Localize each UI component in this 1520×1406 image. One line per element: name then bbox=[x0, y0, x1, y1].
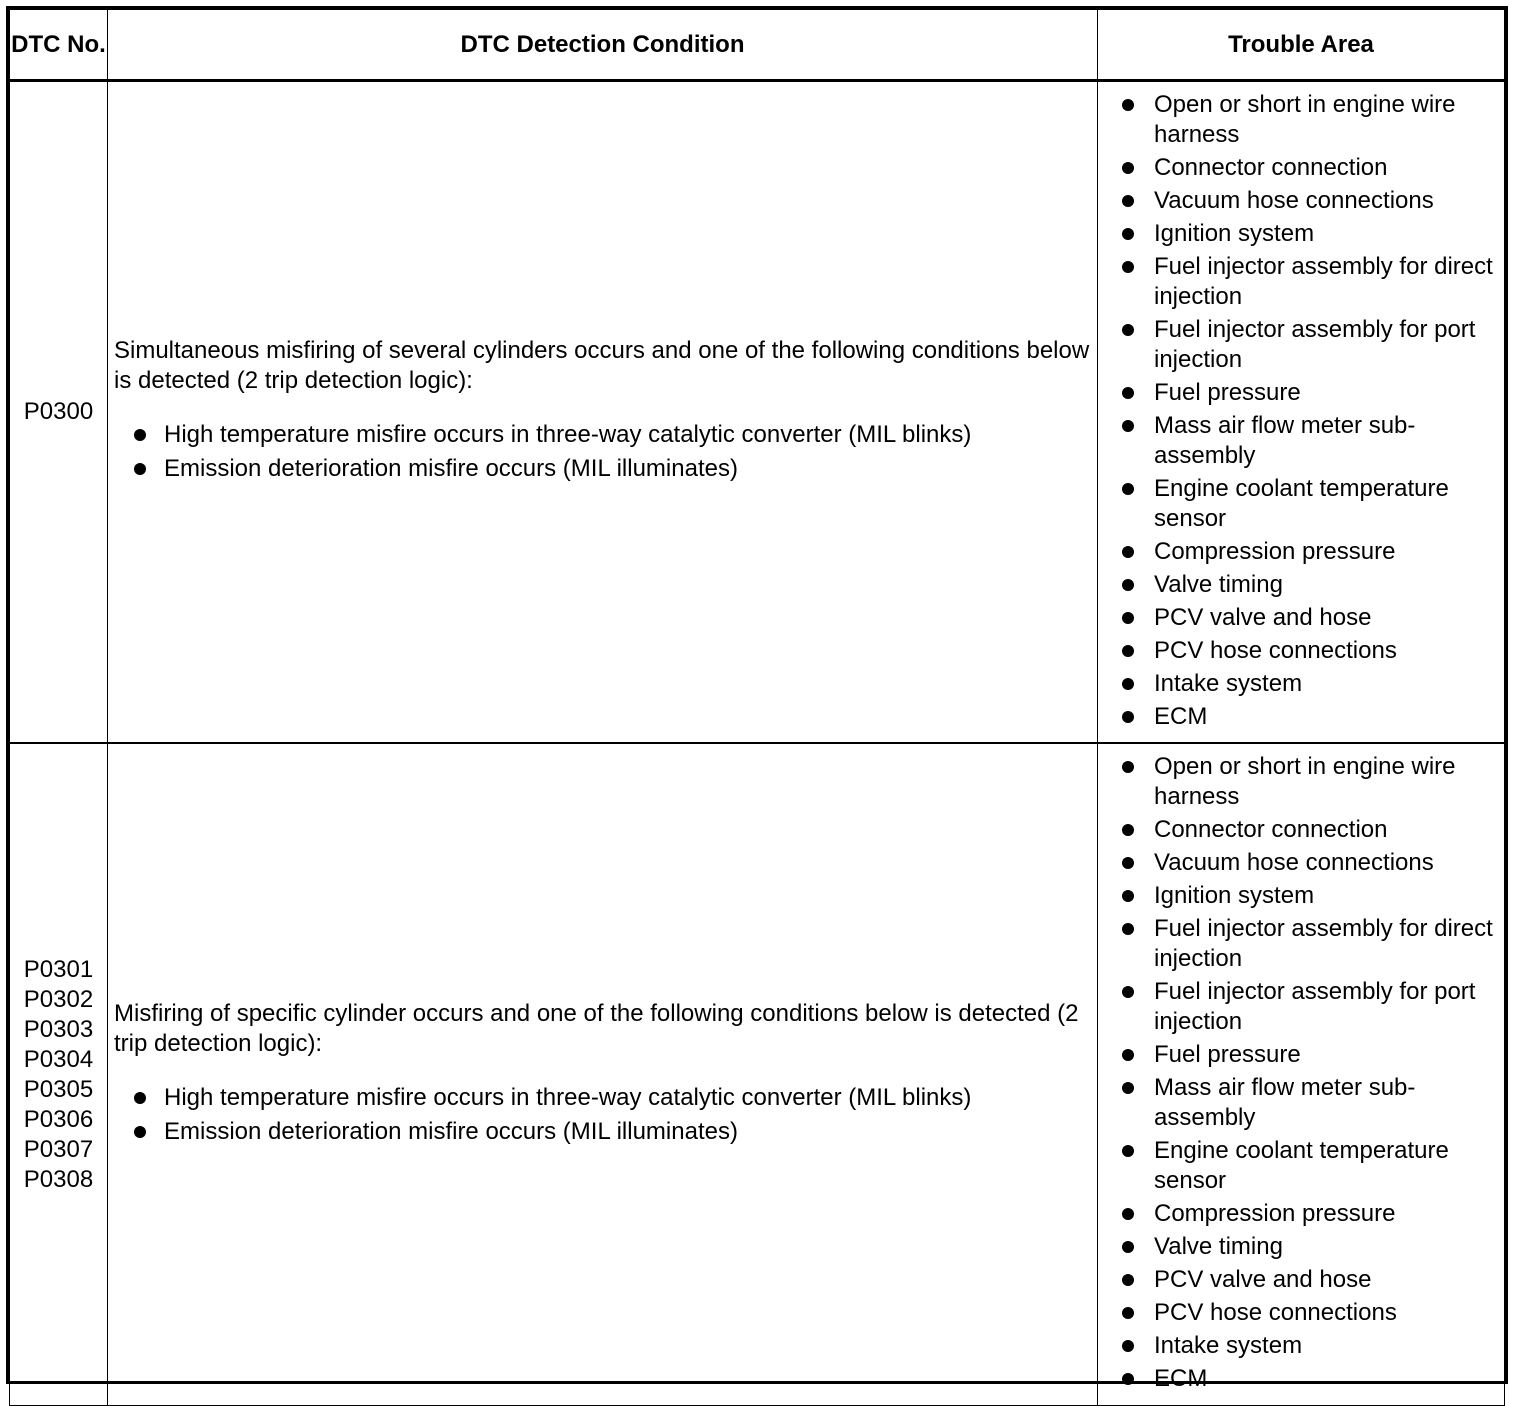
trouble-area-item: PCV hose connections bbox=[1118, 1298, 1496, 1328]
trouble-area-item: Ignition system bbox=[1118, 219, 1496, 249]
trouble-area-item: Connector connection bbox=[1118, 815, 1496, 845]
trouble-area-item: Fuel injector assembly for port injection bbox=[1118, 315, 1496, 375]
trouble-area-item: Engine coolant temperature sensor bbox=[1118, 474, 1496, 534]
dtc-code: P0302 bbox=[23, 985, 94, 1013]
table-header-row bbox=[10, 10, 1505, 81]
trouble-area-item: Vacuum hose connections bbox=[1118, 186, 1496, 216]
trouble-area-item: PCV valve and hose bbox=[1118, 1265, 1496, 1295]
trouble-area-item: Valve timing bbox=[1118, 1232, 1496, 1262]
trouble-area-item: Valve timing bbox=[1118, 570, 1496, 600]
trouble-area-item: Open or short in engine wire harness bbox=[1118, 752, 1496, 812]
condition-bullet: High temperature misfire occurs in three-way catalytic converter (MIL blinks) bbox=[114, 420, 1091, 450]
dtc-code: P0307 bbox=[23, 1135, 94, 1163]
trouble-area-item: Fuel pressure bbox=[1118, 378, 1496, 408]
trouble-area-item: Fuel injector assembly for direct injection bbox=[1118, 252, 1496, 312]
trouble-area-item: PCV hose connections bbox=[1118, 636, 1496, 666]
trouble-area-item: Fuel pressure bbox=[1118, 1040, 1496, 1070]
trouble-area-item: Mass air flow meter sub-assembly bbox=[1118, 411, 1496, 471]
condition-bullet-list bbox=[114, 420, 1091, 484]
dtc-code: P0308 bbox=[23, 1165, 94, 1193]
dtc-code-cell bbox=[10, 81, 108, 744]
trouble-area-item: Compression pressure bbox=[1118, 537, 1496, 567]
trouble-area-cell bbox=[1098, 743, 1505, 1406]
dtc-code: P0303 bbox=[23, 1015, 94, 1043]
trouble-area-item: Intake system bbox=[1118, 1331, 1496, 1361]
table-row bbox=[10, 81, 1505, 744]
trouble-area-item: Compression pressure bbox=[1118, 1199, 1496, 1229]
dtc-code: P0306 bbox=[23, 1105, 94, 1133]
dtc-code: P0301 bbox=[23, 955, 94, 983]
trouble-area-item: Fuel injector assembly for port injection bbox=[1118, 977, 1496, 1037]
trouble-area-cell bbox=[1098, 81, 1505, 744]
trouble-area-item: Mass air flow meter sub-assembly bbox=[1118, 1073, 1496, 1133]
trouble-area-item: Vacuum hose connections bbox=[1118, 848, 1496, 878]
header-trouble-area: Trouble Area bbox=[1098, 10, 1505, 81]
dtc-table bbox=[9, 9, 1505, 1406]
condition-bullet-list bbox=[114, 1083, 1091, 1147]
trouble-area-item: Intake system bbox=[1118, 669, 1496, 699]
trouble-area-list bbox=[1118, 90, 1496, 732]
dtc-code: P0300 bbox=[23, 398, 94, 425]
trouble-area-list bbox=[1118, 752, 1496, 1394]
detection-condition-text: Misfiring of specific cylinder occurs and one of the following conditions below is detected (2 trip detection logic): bbox=[114, 999, 1079, 1057]
header-detection-condition: DTC Detection Condition bbox=[108, 10, 1098, 81]
dtc-table-page bbox=[6, 6, 1508, 1392]
trouble-area-item: ECM bbox=[1118, 1364, 1496, 1394]
detection-condition-text: Simultaneous misfiring of several cylinders occurs and one of the following conditions below is detected (2 trip detection logic): bbox=[114, 337, 1090, 394]
dtc-code-cell bbox=[10, 743, 108, 1406]
condition-bullet: Emission deterioration misfire occurs (MIL illuminates) bbox=[114, 454, 1091, 484]
trouble-area-item: PCV valve and hose bbox=[1118, 603, 1496, 633]
condition-bullet: High temperature misfire occurs in three-way catalytic converter (MIL blinks) bbox=[114, 1083, 1091, 1113]
detection-condition-cell bbox=[108, 81, 1098, 744]
condition-bullet: Emission deterioration misfire occurs (MIL illuminates) bbox=[114, 1117, 1091, 1147]
trouble-area-item: Connector connection bbox=[1118, 153, 1496, 183]
dtc-code: P0305 bbox=[23, 1075, 94, 1103]
header-dtc-no: DTC No. bbox=[10, 10, 108, 81]
trouble-area-item: Open or short in engine wire harness bbox=[1118, 90, 1496, 150]
table-row bbox=[10, 743, 1505, 1406]
dtc-code: P0304 bbox=[23, 1045, 94, 1073]
trouble-area-item: ECM bbox=[1118, 702, 1496, 732]
detection-condition-cell bbox=[108, 743, 1098, 1406]
trouble-area-item: Fuel injector assembly for direct injection bbox=[1118, 914, 1496, 974]
trouble-area-item: Engine coolant temperature sensor bbox=[1118, 1136, 1496, 1196]
trouble-area-item: Ignition system bbox=[1118, 881, 1496, 911]
